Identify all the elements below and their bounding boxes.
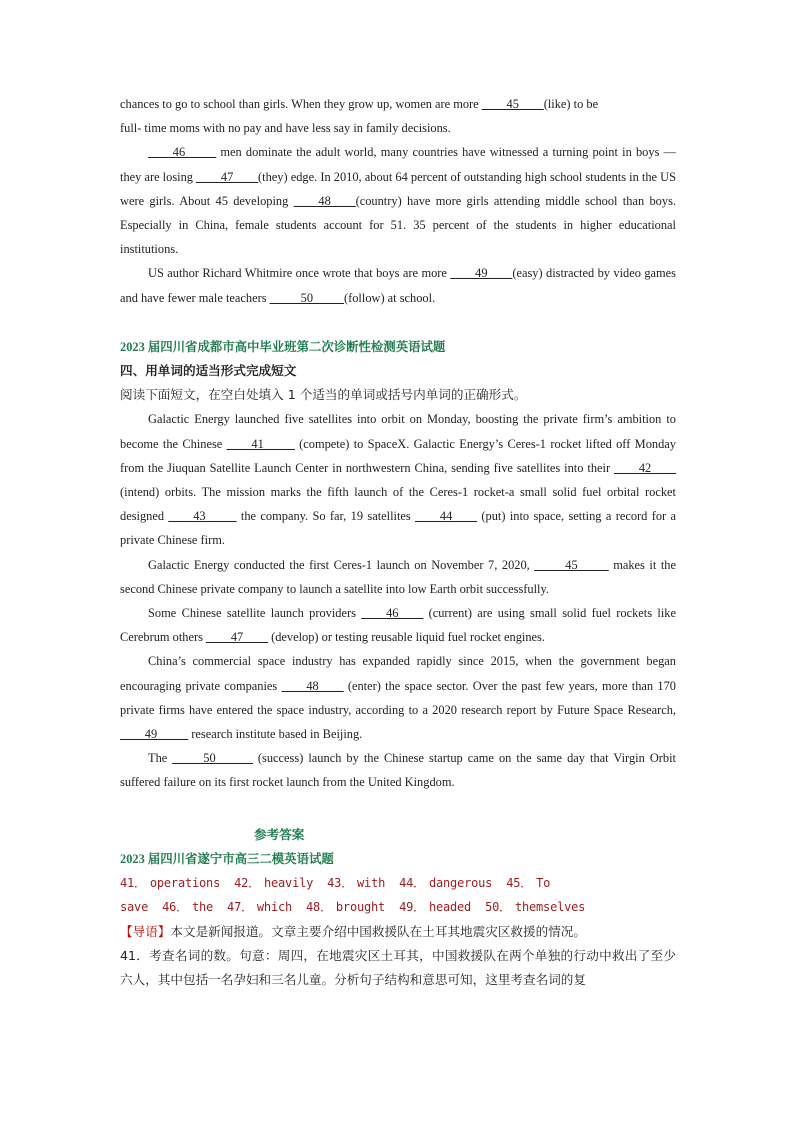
answer-word: operations [149,876,221,891]
answer-item [399,876,492,890]
blank-42: ____42____ [614,460,676,475]
blank-44: ____44____ [415,509,478,524]
blank-49: ____49_____ [120,727,189,742]
text: (follow) at school. [343,290,436,305]
section2-para1 [120,407,676,552]
text: (intend) orbits. The mission marks the fifth launch of the Ceres-1 rocket-a small solid fuel orbital rocket designed [120,485,676,524]
answer-number: 42． [234,876,260,891]
answer-word: brought [335,900,386,915]
section2-instruction: 阅读下面短文，在空白处填入 1 个适当的单词或括号内单词的正确形式。 [120,387,527,403]
answer-item [162,900,213,914]
text: Galactic Energy launched five satellites into orbit on Monday, boosting the private firm’s ambition to become the Chinese [120,412,676,451]
answer-word: the [191,900,214,915]
blank-48: ____48____ [281,678,344,693]
answer-number: 44． [399,876,425,891]
text: (put) into space, setting a record for a private Chinese firm. [120,509,676,548]
answers-title: 2023 届四川省遂宁市高三二模英语试题 [120,851,334,866]
text: (compete) to SpaceX. Galactic Energy’s Ceres-1 rocket lifted off Monday from the Jiuquan Satellite Launch Center in northwestern China, sending five satellites into their [120,436,676,475]
blank-45: _____45_____ [534,557,609,572]
guide-tag: 【导语】 [120,923,171,939]
answer-number: 47． [227,900,253,915]
text: (country) have more girls attending middle school than boys. Especially in China, female students account for 51. 35 percent of the students in higher educational institutions. [120,193,676,257]
text: (they) edge. In 2010, about 64 percent of outstanding high school students in the US were girls. About 45 developing [120,169,676,208]
text: chances to go to school than girls. When they grow up, women are more [120,97,482,111]
passage1-line2: full- time moms with no pay and have less say in family decisions. [120,121,451,136]
guide-paragraph [120,920,676,944]
section2-para5 [120,746,676,794]
answer-word-continued: save [120,900,149,915]
section2-para2 [120,553,676,601]
answer-word: themselves [514,900,586,915]
text: Galactic Energy conducted the first Ceres-1 launch on November 7, 2020, [148,557,535,572]
passage1-line1 [120,92,676,116]
blank-50: _____50_____ [269,290,344,305]
blank-41: ____41_____ [226,436,295,451]
answer-word: To [536,876,551,891]
answer-number: 49． [399,900,425,915]
answer-number: 45． [506,876,533,891]
document-content [120,92,676,992]
answer-item [306,900,385,914]
guide-text: 本文是新闻报道。文章主要介绍中国救援队在土耳其地震灾区救援的情况。 [170,923,586,939]
text: (current) are using small solid fuel rockets like Cerebrum others [120,606,676,645]
blank-43: ____43_____ [168,509,237,524]
answer-item [234,876,313,890]
blank-50: _____50______ [172,751,253,766]
blank-46: ____46_____ [148,145,217,160]
blank-47: ____47____ [206,630,268,645]
answers-heading: 参考答案 [254,826,305,842]
text: US author Richard Whitmire once wrote that boys are more [148,266,451,281]
explanation-paragraph: 41．考查名词的数。句意：周四，在地震灾区土耳其，中国救援队在两个单独的行动中救出了至少六人，其中包括一名孕妇和三名儿童。分析句子结构和意思可知，这里考查名词的复 [120,947,676,987]
blank-47: ____47____ [196,169,259,184]
section2-subtitle: 四、用单词的适当形式完成短文 [120,363,297,379]
blank-48: ____48____ [293,193,356,208]
section2-para3 [120,601,676,649]
answer-item [485,900,585,914]
text: (develop) or testing reusable liquid fuel rocket engines. [267,630,545,645]
answer-word: dangerous [428,876,493,891]
text: (success) launch by the Chinese startup came on the same day that Virgin Orbit suffered failure on its first rocket launch from the United Kingdom. [120,751,676,790]
text: (easy) distracted by video games and have fewer male teachers [120,266,676,305]
answer-item [120,876,220,890]
answer-item [399,900,471,914]
answer-number: 50． [485,900,511,915]
text: China’s commercial space industry has expanded rapidly since 2015, when the government began encouraging private companies [120,654,676,693]
text: the company. So far, 19 satellites [236,509,416,524]
text: The [148,751,173,766]
answers-line1 [120,871,676,895]
answer-number: 43． [327,876,354,891]
answer-item [506,876,550,890]
passage1-para3 [120,261,676,309]
text: men dominate the adult world, many countries have witnessed a turning point in boys — they are losing [120,145,676,184]
answer-word: heavily [263,876,314,891]
answer-item [227,900,292,914]
answer-number: 48． [306,900,332,915]
text: Some Chinese satellite launch providers [148,606,362,621]
text: (enter) the space sector. Over the past few years, more than 170 private firms have entered the space industry, according to a 2020 research report by Future Space Research, [120,678,677,717]
text: makes it the second Chinese private company to launch a satellite into low Earth orbit successfully. [120,557,676,596]
blank-45: ____45____ [481,97,544,111]
text: (like) to be [543,97,599,111]
answer-word: headed [428,900,472,915]
answer-word: with [357,876,386,891]
text: research institute based in Beijing. [188,727,363,742]
answer-number: 41． [120,876,146,891]
passage1-para2 [120,140,676,261]
blank-49: ____49____ [450,266,513,281]
answer-word: which [256,900,293,915]
answer-number: 46． [162,900,188,915]
answer-item [327,876,385,890]
blank-46: ____46____ [361,606,424,621]
answers-line2 [120,895,676,919]
section2-para4 [120,649,676,746]
section2-title: 2023 届四川省成都市高中毕业班第二次诊断性检测英语试题 [120,339,446,354]
